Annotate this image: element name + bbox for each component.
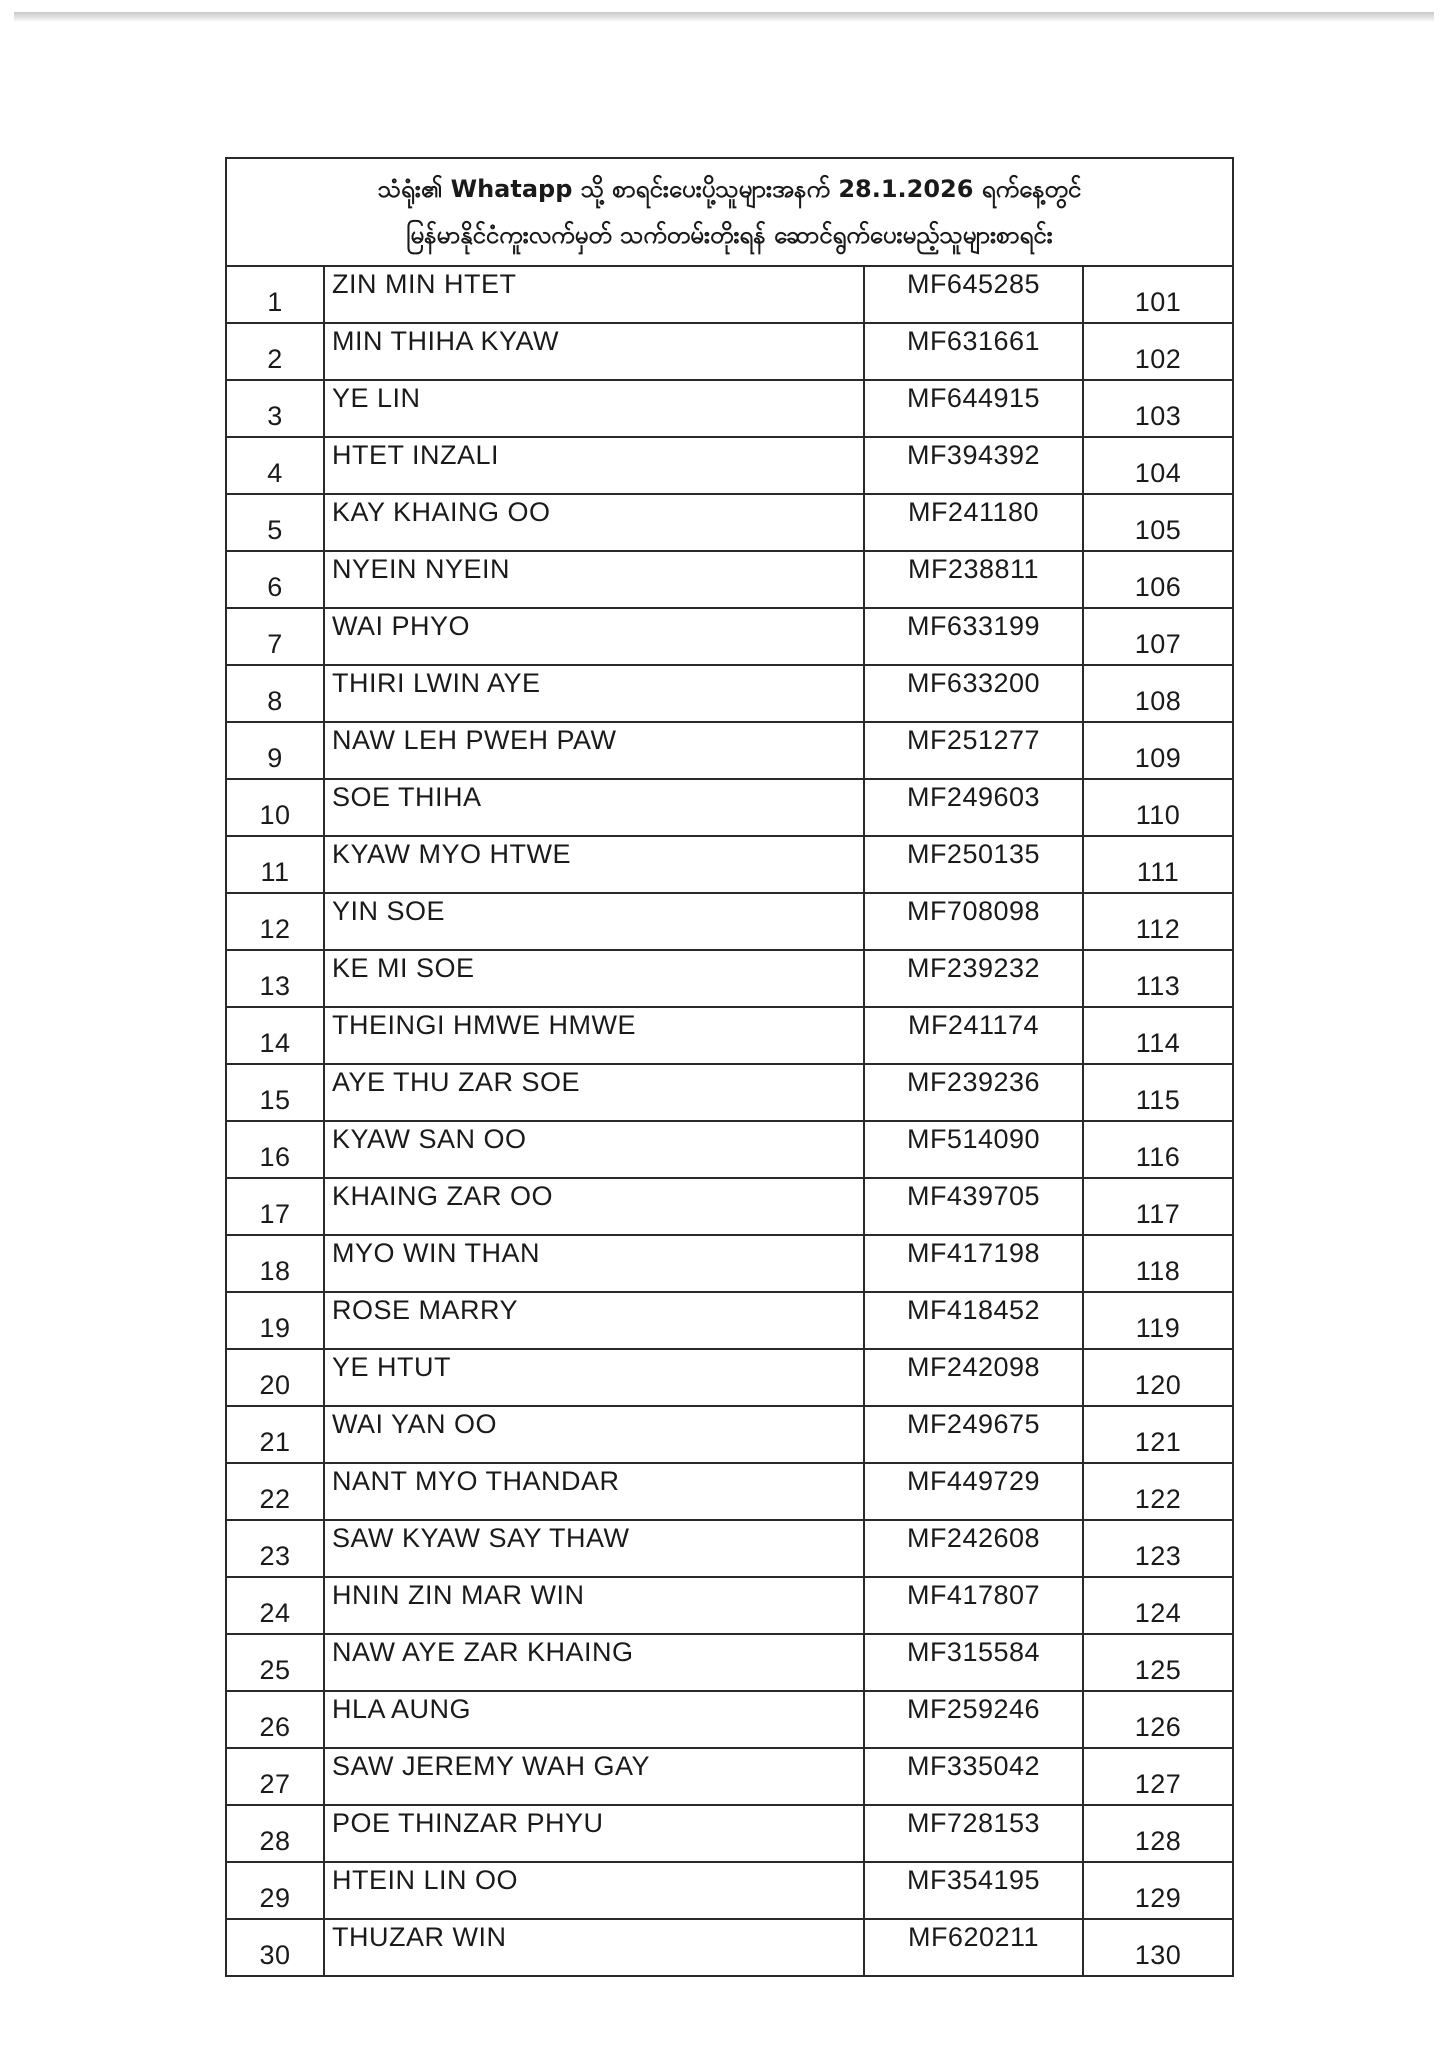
applicant-name: ZIN MIN HTET [324, 266, 864, 323]
passport-number: MF708098 [864, 893, 1083, 950]
queue-number: 117 [1083, 1178, 1233, 1235]
table-row [226, 1406, 1233, 1463]
queue-number: 118 [1083, 1235, 1233, 1292]
applicant-name: YE HTUT [324, 1349, 864, 1406]
applicant-name: SOE THIHA [324, 779, 864, 836]
passport-renewal-list [225, 157, 1234, 1977]
passport-number: MF250135 [864, 836, 1083, 893]
table-row [226, 893, 1233, 950]
row-number: 28 [226, 1805, 324, 1862]
queue-number: 129 [1083, 1862, 1233, 1919]
row-number: 21 [226, 1406, 324, 1463]
queue-number: 106 [1083, 551, 1233, 608]
passport-number: MF354195 [864, 1862, 1083, 1919]
table-row [226, 1007, 1233, 1064]
applicant-name: HTET INZALI [324, 437, 864, 494]
passport-number: MF335042 [864, 1748, 1083, 1805]
queue-number: 108 [1083, 665, 1233, 722]
row-number: 8 [226, 665, 324, 722]
table-row [226, 1577, 1233, 1634]
table-row [226, 551, 1233, 608]
table-row [226, 608, 1233, 665]
row-number: 7 [226, 608, 324, 665]
passport-number: MF728153 [864, 1805, 1083, 1862]
row-number: 29 [226, 1862, 324, 1919]
passport-number: MF315584 [864, 1634, 1083, 1691]
passport-number: MF633200 [864, 665, 1083, 722]
table-row [226, 836, 1233, 893]
queue-number: 104 [1083, 437, 1233, 494]
row-number: 11 [226, 836, 324, 893]
passport-number: MF645285 [864, 266, 1083, 323]
passport-number: MF631661 [864, 323, 1083, 380]
queue-number: 102 [1083, 323, 1233, 380]
applicant-name: YIN SOE [324, 893, 864, 950]
row-number: 19 [226, 1292, 324, 1349]
table-row [226, 1121, 1233, 1178]
passport-number: MF241174 [864, 1007, 1083, 1064]
passport-number: MF633199 [864, 608, 1083, 665]
queue-number: 120 [1083, 1349, 1233, 1406]
row-number: 26 [226, 1691, 324, 1748]
queue-number: 101 [1083, 266, 1233, 323]
row-number: 15 [226, 1064, 324, 1121]
table-row [226, 1919, 1233, 1976]
queue-number: 124 [1083, 1577, 1233, 1634]
queue-number: 127 [1083, 1748, 1233, 1805]
row-number: 17 [226, 1178, 324, 1235]
queue-number: 105 [1083, 494, 1233, 551]
applicant-name: NAW LEH PWEH PAW [324, 722, 864, 779]
row-number: 18 [226, 1235, 324, 1292]
table-row [226, 1463, 1233, 1520]
queue-number: 112 [1083, 893, 1233, 950]
table-row [226, 779, 1233, 836]
applicant-name: WAI YAN OO [324, 1406, 864, 1463]
applicant-name: KYAW SAN OO [324, 1121, 864, 1178]
queue-number: 128 [1083, 1805, 1233, 1862]
applicant-table [225, 265, 1234, 1977]
passport-number: MF238811 [864, 551, 1083, 608]
table-row [226, 722, 1233, 779]
passport-number: MF239236 [864, 1064, 1083, 1121]
queue-number: 122 [1083, 1463, 1233, 1520]
row-number: 10 [226, 779, 324, 836]
row-number: 27 [226, 1748, 324, 1805]
queue-number: 116 [1083, 1121, 1233, 1178]
row-number: 12 [226, 893, 324, 950]
passport-number: MF242608 [864, 1520, 1083, 1577]
passport-number: MF251277 [864, 722, 1083, 779]
passport-number: MF620211 [864, 1919, 1083, 1976]
queue-number: 110 [1083, 779, 1233, 836]
applicant-name: YE LIN [324, 380, 864, 437]
applicant-name: NAW AYE ZAR KHAING [324, 1634, 864, 1691]
row-number: 23 [226, 1520, 324, 1577]
passport-number: MF259246 [864, 1691, 1083, 1748]
row-number: 22 [226, 1463, 324, 1520]
applicant-name: HTEIN LIN OO [324, 1862, 864, 1919]
passport-number: MF241180 [864, 494, 1083, 551]
queue-number: 111 [1083, 836, 1233, 893]
passport-number: MF417807 [864, 1577, 1083, 1634]
passport-number: MF449729 [864, 1463, 1083, 1520]
table-row [226, 950, 1233, 1007]
applicant-name: AYE THU ZAR SOE [324, 1064, 864, 1121]
scan-top-edge [14, 12, 1434, 22]
row-number: 9 [226, 722, 324, 779]
applicant-name: KE MI SOE [324, 950, 864, 1007]
table-row [226, 1634, 1233, 1691]
passport-number: MF242098 [864, 1349, 1083, 1406]
table-row [226, 266, 1233, 323]
row-number: 4 [226, 437, 324, 494]
passport-number: MF514090 [864, 1121, 1083, 1178]
queue-number: 123 [1083, 1520, 1233, 1577]
row-number: 3 [226, 380, 324, 437]
applicant-name: KAY KHAING OO [324, 494, 864, 551]
table-row [226, 1235, 1233, 1292]
applicant-name: HLA AUNG [324, 1691, 864, 1748]
passport-number: MF249603 [864, 779, 1083, 836]
queue-number: 125 [1083, 1634, 1233, 1691]
table-row [226, 1691, 1233, 1748]
row-number: 16 [226, 1121, 324, 1178]
row-number: 6 [226, 551, 324, 608]
queue-number: 130 [1083, 1919, 1233, 1976]
table-row [226, 323, 1233, 380]
table-row [226, 1178, 1233, 1235]
passport-number: MF394392 [864, 437, 1083, 494]
queue-number: 107 [1083, 608, 1233, 665]
queue-number: 103 [1083, 380, 1233, 437]
table-row [226, 437, 1233, 494]
table-row [226, 1292, 1233, 1349]
applicant-name: KHAING ZAR OO [324, 1178, 864, 1235]
passport-number: MF239232 [864, 950, 1083, 1007]
row-number: 24 [226, 1577, 324, 1634]
table-row [226, 1064, 1233, 1121]
applicant-name: MYO WIN THAN [324, 1235, 864, 1292]
queue-number: 121 [1083, 1406, 1233, 1463]
applicant-name: THIRI LWIN AYE [324, 665, 864, 722]
row-number: 1 [226, 266, 324, 323]
title-line-1: သံရုံး၏ Whatapp သို့ စာရင်းပေးပို့သူများအနက် 28.1.2026 ရက်နေ့တွင် [377, 175, 1082, 203]
table-row [226, 380, 1233, 437]
list-title [225, 157, 1234, 265]
row-number: 13 [226, 950, 324, 1007]
row-number: 5 [226, 494, 324, 551]
queue-number: 119 [1083, 1292, 1233, 1349]
passport-number: MF418452 [864, 1292, 1083, 1349]
applicant-name: SAW JEREMY WAH GAY [324, 1748, 864, 1805]
queue-number: 115 [1083, 1064, 1233, 1121]
queue-number: 126 [1083, 1691, 1233, 1748]
table-row [226, 665, 1233, 722]
applicant-rows [226, 266, 1233, 1976]
passport-number: MF439705 [864, 1178, 1083, 1235]
applicant-name: THEINGI HMWE HMWE [324, 1007, 864, 1064]
applicant-name: KYAW MYO HTWE [324, 836, 864, 893]
applicant-name: THUZAR WIN [324, 1919, 864, 1976]
applicant-name: NYEIN NYEIN [324, 551, 864, 608]
table-row [226, 1748, 1233, 1805]
table-row [226, 1520, 1233, 1577]
table-row [226, 494, 1233, 551]
table-row [226, 1862, 1233, 1919]
table-row [226, 1349, 1233, 1406]
queue-number: 113 [1083, 950, 1233, 1007]
queue-number: 114 [1083, 1007, 1233, 1064]
table-row [226, 1805, 1233, 1862]
applicant-name: NANT MYO THANDAR [324, 1463, 864, 1520]
applicant-name: SAW KYAW SAY THAW [324, 1520, 864, 1577]
row-number: 14 [226, 1007, 324, 1064]
title-line-2: မြန်မာနိုင်ငံကူးလက်မှတ် သက်တမ်းတိုးရန် ဆောင်ရွက်ပေးမည့်သူများစာရင်း [406, 221, 1053, 249]
applicant-name: WAI PHYO [324, 608, 864, 665]
applicant-name: POE THINZAR PHYU [324, 1805, 864, 1862]
row-number: 2 [226, 323, 324, 380]
queue-number: 109 [1083, 722, 1233, 779]
passport-number: MF417198 [864, 1235, 1083, 1292]
row-number: 25 [226, 1634, 324, 1691]
applicant-name: HNIN ZIN MAR WIN [324, 1577, 864, 1634]
row-number: 20 [226, 1349, 324, 1406]
applicant-name: ROSE MARRY [324, 1292, 864, 1349]
row-number: 30 [226, 1919, 324, 1976]
passport-number: MF249675 [864, 1406, 1083, 1463]
passport-number: MF644915 [864, 380, 1083, 437]
applicant-name: MIN THIHA KYAW [324, 323, 864, 380]
